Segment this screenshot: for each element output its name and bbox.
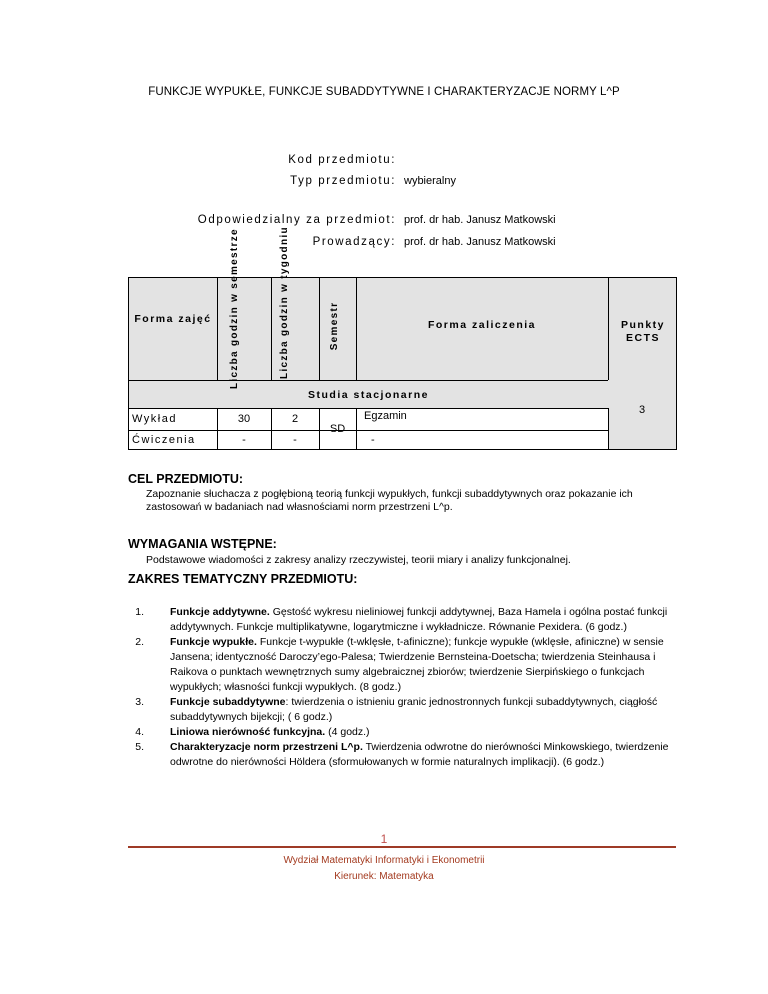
row-hours-semester: 30 — [237, 413, 251, 425]
list-item: 2. Funkcje wypukłe. Funkcje t-wypukłe (t-wklęsłe, t-afiniczne); funkcje wypukłe (wklęsłe, afiniczne) w sensie Jansena; identyczność Daroczy’ego-Palesa; Twierdzenie Bernsteina-Doetscha; twierdzenia Steinhausa i Raikova o punktach wewnętrznych sumy algebraicznej zbiorów; twierdzenie Sierpińskiego o funkcjach wypukłych; własności funkcji wypukłych. (8 godz.) — [135, 636, 664, 693]
goal-heading: CEL PRZEDMIOTU: — [128, 472, 244, 486]
row-credit: Egzamin — [364, 410, 407, 422]
lecturer-value: prof. dr hab. Janusz Matkowski — [404, 236, 556, 248]
page-number: 1 — [380, 832, 388, 846]
course-type-value: wybieralny — [404, 175, 456, 187]
row-form-wyklad: Wykład — [132, 413, 177, 425]
list-item: 3. Funkcje subaddytywne: twierdzenia o istnieniu granic jednostronnych funkcji subaddytywnych, ciągłość subaddytywnych bijekcji; ( 6 godz.) — [135, 696, 658, 723]
list-item: 5. Charakteryzacje norm przestrzeni L^p. Twierdzenia odwrotne do nierówności Minkowskiego, twierdzenie odwrotne do nierówności Höldera (sformułowanych w formie naturalnych implikacji). (6 godz.) — [135, 741, 669, 768]
footer-faculty: Wydział Matematyki Informatyki i Ekonometrii — [283, 855, 485, 866]
row-hours-week: - — [293, 434, 297, 446]
responsible-value: prof. dr hab. Janusz Matkowski — [404, 214, 556, 226]
row-form-cwiczenia: Ćwiczenia — [132, 434, 196, 446]
requirements-text: Podstawowe wiadomości z zakresy analizy rzeczywistej, teorii miary i analizy funkcjonalnej. — [146, 554, 571, 566]
list-item: 1. Funkcje addytywne. Gęstość wykresu nieliniowej funkcji addytywnej, Baza Hamela i ogólna postać funkcji addytywnych. Funkcje multiplikatywne, logarytmiczne i wykładnicze. Równanie Pexidera. (6 godz.) — [135, 606, 668, 633]
divider — [271, 278, 272, 380]
goal-text: Zapoznanie słuchacza z pogłębioną teorią funkcji wypukłych, funkcji subaddytywnych oraz pokazanie ich zastosowań w badaniach nad własnościami norm przestrzeni L^p. — [146, 488, 633, 513]
divider — [608, 278, 609, 380]
header-form: Forma zajęć — [134, 313, 212, 325]
lecturer-label: Prowadzący: — [312, 236, 396, 248]
divider — [356, 278, 357, 380]
responsible-label: Odpowiedzialny za przedmiot: — [197, 214, 396, 226]
row-hours-semester: - — [242, 434, 246, 446]
course-type-label: Typ przedmiotu: — [290, 175, 396, 187]
row-credit: - — [371, 434, 375, 446]
scope-heading: ZAKRES TEMATYCZNY PRZEDMIOTU: — [128, 572, 358, 586]
list-item: 4. Liniowa nierówność funkcyjna. (4 godz.) — [135, 726, 370, 738]
divider — [217, 278, 218, 380]
header-ects: Punkty ECTS — [620, 319, 665, 344]
course-code-label: Kod przedmiotu: — [288, 154, 396, 166]
footer-rule — [128, 846, 676, 848]
divider — [129, 380, 608, 381]
document-title: FUNKCJE WYPUKŁE, FUNKCJE SUBADDYTYWNE I CHARAKTERYZACJE NORMY L^P — [148, 86, 620, 98]
topics-list — [128, 605, 688, 770]
header-hours-semester: Liczba godzin w semestrze — [229, 228, 240, 389]
divider — [129, 408, 608, 409]
header-hours-week: Liczba godzin w tygodniu — [279, 226, 290, 379]
section-studia-stacjonarne: Studia stacjonarne — [308, 389, 429, 401]
divider — [129, 430, 608, 431]
divider — [319, 278, 320, 380]
row-hours-week: 2 — [291, 413, 299, 425]
header-semester: Semestr — [329, 301, 340, 351]
divider — [356, 408, 357, 449]
requirements-heading: WYMAGANIA WSTĘPNE: — [128, 537, 277, 551]
header-credit-form: Forma zaliczenia — [427, 319, 537, 331]
footer-field: Kierunek: Matematyka — [334, 871, 434, 882]
ects-value: 3 — [638, 404, 646, 416]
semester-value: SD — [329, 423, 346, 435]
